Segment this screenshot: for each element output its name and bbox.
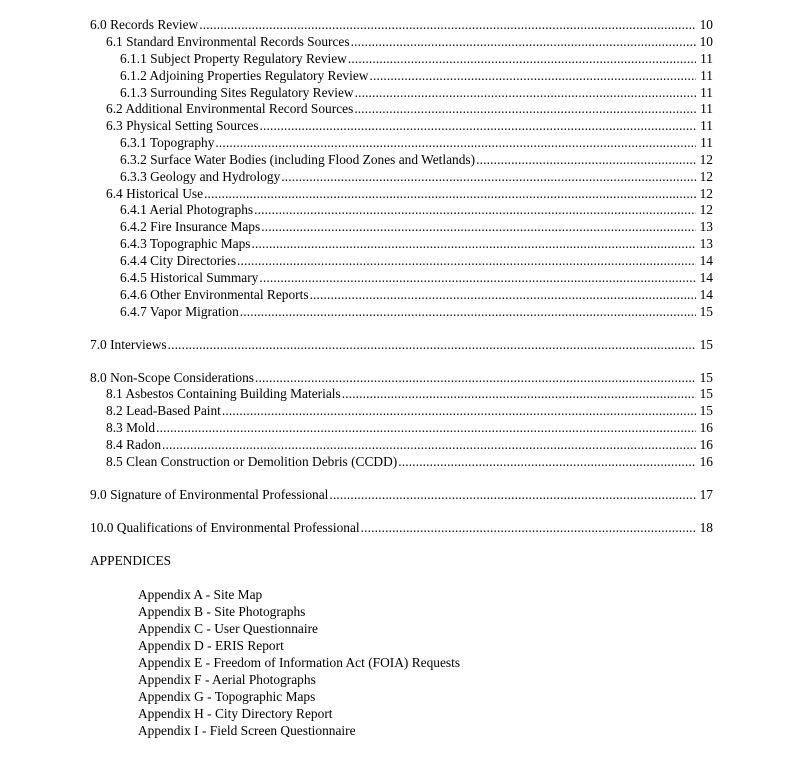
toc-entry-page: 12 (699, 186, 713, 201)
dot-leader (254, 201, 696, 218)
toc-entry-page: 16 (699, 454, 713, 469)
toc-entry-title: 8.0 Non-Scope Considerations (90, 370, 255, 385)
toc-entry-title: 6.1.3 Surrounding Sites Regulatory Review (120, 85, 354, 100)
toc-entry-8-5 (106, 453, 713, 470)
toc-entry-page: 11 (700, 135, 713, 150)
appendix-item-a: Appendix A - Site Map (138, 587, 263, 602)
toc-entry-title: 6.3.2 Surface Water Bodies (including Flood Zones and Wetlands) (120, 152, 476, 167)
appendix-item-b: Appendix B - Site Photographs (138, 604, 306, 619)
toc-entry-title: 6.2 Additional Environmental Record Sources (106, 101, 354, 116)
appendix-item-e: Appendix E - Freedom of Information Act (FOIA) Requests (138, 655, 461, 670)
toc-entry-page: 15 (699, 337, 713, 352)
dot-leader (261, 218, 696, 235)
toc-entry-page: 10 (699, 34, 713, 49)
dot-leader (342, 385, 696, 402)
toc-entry-page: 13 (699, 236, 713, 251)
toc-entry-page: 14 (699, 287, 713, 302)
dot-leader (354, 100, 696, 117)
toc-entry-title: 6.3.3 Geology and Hydrology (120, 169, 281, 184)
toc-entry-title: 6.4.3 Topographic Maps (120, 236, 251, 251)
toc-entry-page: 17 (699, 487, 713, 502)
toc-entry-title: 6.4.6 Other Environmental Reports (120, 287, 309, 302)
toc-entry-6-4-2 (120, 218, 713, 235)
toc-entry-8-1 (106, 385, 713, 402)
dot-leader (251, 235, 696, 252)
toc-entry-title: 6.1.2 Adjoining Properties Regulatory Review (120, 68, 369, 83)
toc-entry-page: 11 (700, 68, 713, 83)
dot-leader (204, 185, 696, 202)
toc-entry-title: 7.0 Interviews (90, 337, 167, 352)
toc-entry-6-4-3 (120, 235, 713, 252)
toc-entry-6-3 (106, 117, 713, 134)
toc-entry-title: 8.2 Lead-Based Paint (106, 403, 221, 418)
toc-entry-page: 12 (699, 169, 713, 184)
toc-entry-8-0 (90, 369, 713, 386)
toc-entry-8-2 (106, 402, 713, 419)
dot-leader (260, 117, 697, 134)
appendices-heading: APPENDICES (90, 553, 172, 568)
toc-entry-6-4-5 (120, 269, 713, 286)
dot-leader (310, 286, 696, 303)
toc-entry-7-0 (90, 336, 713, 353)
appendix-item-h: Appendix H - City Directory Report (138, 706, 333, 721)
toc-entry-6-3-1 (120, 134, 713, 151)
toc-entry-page: 11 (700, 51, 713, 66)
dot-leader (215, 134, 696, 151)
toc-entry-8-4 (106, 436, 713, 453)
toc-entry-page: 16 (699, 437, 713, 452)
toc-entry-title: 6.0 Records Review (90, 17, 199, 32)
toc-entry-title: 6.4 Historical Use (106, 186, 204, 201)
toc-entry-page: 13 (699, 219, 713, 234)
toc-entry-title: 6.3.1 Topography (120, 135, 215, 150)
toc-entry-title: 8.1 Asbestos Containing Building Materials (106, 386, 341, 401)
dot-leader (351, 33, 696, 50)
toc-entry-page: 14 (699, 253, 713, 268)
toc-entry-9-0 (90, 486, 713, 503)
dot-leader (199, 16, 696, 33)
dot-leader (355, 84, 696, 101)
appendix-item-i: Appendix I - Field Screen Questionnaire (138, 723, 356, 738)
dot-leader (222, 402, 696, 419)
toc-entry-page: 15 (699, 403, 713, 418)
toc-entry-page: 15 (699, 304, 713, 319)
dot-leader (329, 486, 696, 503)
dot-leader (398, 453, 696, 470)
dot-leader (240, 303, 696, 320)
toc-entry-6-2 (106, 100, 713, 117)
toc-entry-page: 14 (699, 270, 713, 285)
toc-entry-6-1-2 (120, 67, 713, 84)
toc-entry-title: 6.3 Physical Setting Sources (106, 118, 259, 133)
toc-entry-page: 10 (699, 17, 713, 32)
toc-entry-8-3 (106, 419, 713, 436)
toc-entry-page: 16 (699, 420, 713, 435)
dot-leader (237, 252, 696, 269)
toc-entry-title: 9.0 Signature of Environmental Professional (90, 487, 329, 502)
dot-leader (348, 50, 696, 67)
dot-leader (168, 336, 696, 353)
toc-entry-6-1 (106, 33, 713, 50)
toc-entry-page: 11 (700, 118, 713, 133)
toc-entry-title: 6.4.1 Aerial Photographs (120, 202, 254, 217)
toc-entry-6-4-4 (120, 252, 713, 269)
toc-entry-6-4-1 (120, 201, 713, 218)
toc-entry-6-4-7 (120, 303, 713, 320)
toc-entry-6-1-1 (120, 50, 713, 67)
appendix-item-d: Appendix D - ERIS Report (138, 638, 284, 653)
appendix-item-f: Appendix F - Aerial Photographs (138, 672, 316, 687)
toc-entry-6-3-2 (120, 151, 713, 168)
toc-entry-title: 6.4.7 Vapor Migration (120, 304, 239, 319)
toc-entry-title: 10.0 Qualifications of Environmental Professional (90, 520, 360, 535)
toc-entry-title: 6.4.5 Historical Summary (120, 270, 259, 285)
toc-entry-title: 8.3 Mold (106, 420, 156, 435)
toc-entry-page: 12 (699, 152, 713, 167)
dot-leader (369, 67, 696, 84)
appendix-item-g: Appendix G - Topographic Maps (138, 689, 316, 704)
toc-entry-10-0 (90, 519, 713, 536)
dot-leader (162, 436, 696, 453)
toc-entry-page: 11 (700, 101, 713, 116)
toc-entry-title: 8.5 Clean Construction or Demolition Debris (CCDD) (106, 454, 398, 469)
toc-entry-page: 11 (700, 85, 713, 100)
toc-entry-6-4-6 (120, 286, 713, 303)
toc-entry-title: 6.4.4 City Directories (120, 253, 237, 268)
toc-entry-6-4 (106, 185, 713, 202)
toc-entry-title: 6.4.2 Fire Insurance Maps (120, 219, 261, 234)
toc-entry-page: 18 (699, 520, 713, 535)
toc-entry-page: 15 (699, 370, 713, 385)
toc-entry-6-0 (90, 16, 713, 33)
toc-entry-6-3-3 (120, 168, 713, 185)
toc-entry-title: 6.1.1 Subject Property Regulatory Review (120, 51, 347, 66)
dot-leader (476, 151, 696, 168)
dot-leader (156, 419, 696, 436)
dot-leader (361, 519, 696, 536)
dot-leader (281, 168, 696, 185)
toc-entry-title: 8.4 Radon (106, 437, 162, 452)
toc-entry-page: 12 (699, 202, 713, 217)
toc-entry-page: 15 (699, 386, 713, 401)
toc-entry-title: 6.1 Standard Environmental Records Sources (106, 34, 350, 49)
toc-entry-6-1-3 (120, 84, 713, 101)
dot-leader (255, 369, 696, 386)
appendix-item-c: Appendix C - User Questionnaire (138, 621, 318, 636)
dot-leader (259, 269, 696, 286)
